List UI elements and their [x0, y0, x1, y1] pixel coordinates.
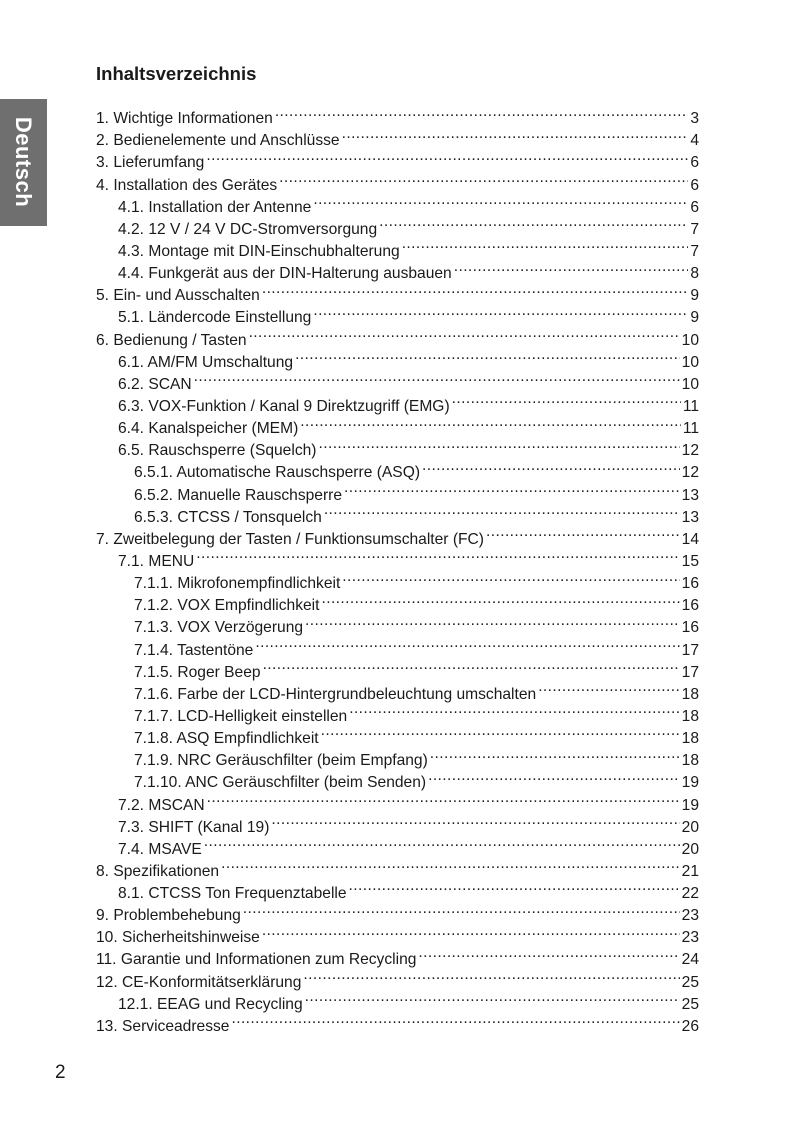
toc-entry-page: 10: [681, 331, 699, 349]
toc-entry-page: 13: [681, 486, 699, 504]
toc-entry-title: 6.1. AM/FM Umschaltung: [118, 353, 294, 371]
toc-leader-dots: [402, 234, 689, 256]
toc-entry-title: 6.5.3. CTCSS / Tonsquelch: [134, 508, 322, 526]
toc-entry-title: 12. CE-Konformitätserklärung: [96, 973, 302, 991]
toc-leader-dots: [206, 145, 688, 167]
toc-leader-dots: [194, 367, 680, 389]
toc-entry-title: 7.1.6. Farbe der LCD-Hintergrundbeleuchtung umschalten: [134, 685, 537, 703]
toc-leader-dots: [255, 632, 679, 654]
toc-entry-page: 11: [682, 420, 699, 438]
toc-entry-title: 6.5.1. Automatische Rauschsperre (ASQ): [134, 464, 421, 482]
toc-leader-dots: [342, 566, 679, 588]
toc-entry-page: 7: [690, 220, 699, 238]
toc-leader-dots: [349, 876, 680, 898]
toc-entry-title: 6.5.2. Manuelle Rauschsperre: [134, 486, 343, 504]
toc-leader-dots: [262, 278, 688, 300]
toc-entry-page: 19: [681, 774, 699, 792]
toc-leader-dots: [454, 256, 689, 278]
toc-entry-title: 4.2. 12 V / 24 V DC-Stromversorgung: [118, 220, 378, 238]
toc-entry-page: 26: [681, 1017, 699, 1035]
toc-leader-dots: [538, 677, 679, 699]
toc-leader-dots: [321, 721, 680, 743]
toc-leader-dots: [428, 765, 680, 787]
toc-entry-page: 19: [681, 796, 699, 814]
toc-leader-dots: [319, 433, 680, 455]
toc-entry-title: 3. Lieferumfang: [96, 154, 205, 172]
toc-leader-dots: [279, 167, 688, 189]
toc-entry-page: 24: [681, 951, 699, 969]
toc-entry-title: 7.1.8. ASQ Empfindlichkeit: [134, 730, 319, 748]
toc-entry-title: 6.5. Rauschsperre (Squelch): [118, 442, 317, 460]
toc-leader-dots: [249, 322, 680, 344]
toc-leader-dots: [486, 522, 680, 544]
toc-entry-title: 8. Spezifikationen: [96, 862, 220, 880]
toc-entry-page: 18: [681, 707, 699, 725]
toc-leader-dots: [324, 500, 680, 522]
toc-entry-page: 6: [690, 154, 699, 172]
toc-entry-page: 10: [681, 375, 699, 393]
toc-entry-title: 7.1.1. Mikrofonempfindlichkeit: [134, 575, 341, 593]
toc-entry-page: 16: [681, 597, 699, 615]
language-tab: [0, 99, 47, 226]
page-title: Inhaltsverzeichnis: [96, 63, 257, 84]
toc-entry-title: 9. Problembehebung: [96, 907, 241, 925]
toc-entry-title: 7.1.4. Tastentöne: [134, 641, 254, 659]
toc-entry-page: 3: [690, 110, 699, 128]
toc-leader-dots: [196, 544, 679, 566]
toc-entry-page: 20: [681, 818, 699, 836]
toc-leader-dots: [243, 898, 680, 920]
toc-leader-dots: [231, 1009, 679, 1031]
toc-entry-title: 6.3. VOX-Funktion / Kanal 9 Direktzugriff (EMG): [118, 397, 450, 415]
toc-entry-page: 15: [681, 552, 699, 570]
toc-entry-page: 11: [682, 397, 699, 415]
toc-entry-title: 4.4. Funkgerät aus der DIN-Halterung ausbauen: [118, 265, 452, 283]
toc-entry-title: 1. Wichtige Informationen: [96, 110, 273, 128]
toc-entry-page: 13: [681, 508, 699, 526]
toc-entry-page: 9: [690, 287, 699, 305]
toc-leader-dots: [271, 810, 679, 832]
toc-leader-dots: [418, 942, 679, 964]
toc-entry-page: 6: [690, 198, 699, 216]
toc-leader-dots: [313, 190, 688, 212]
toc-entry-page: 18: [681, 685, 699, 703]
toc-leader-dots: [262, 920, 680, 942]
toc-entry-page: 18: [681, 752, 699, 770]
toc-leader-dots: [204, 832, 680, 854]
toc-entry-title: 8.1. CTCSS Ton Frequenztabelle: [118, 885, 347, 903]
toc-entry-title: 6.2. SCAN: [118, 375, 192, 393]
toc-leader-dots: [305, 610, 680, 632]
toc-entry-page: 21: [681, 862, 699, 880]
toc-leader-dots: [295, 345, 680, 367]
toc-entry-page: 18: [681, 730, 699, 748]
toc-entry-title: 7.3. SHIFT (Kanal 19): [118, 818, 270, 836]
toc-entry[interactable]: [96, 101, 699, 128]
toc-entry-page: 9: [690, 309, 699, 327]
toc-leader-dots: [342, 123, 689, 145]
toc-leader-dots: [263, 655, 680, 677]
toc-entry-title: 6.4. Kanalspeicher (MEM): [118, 420, 299, 438]
toc-leader-dots: [349, 699, 679, 721]
toc-entry-title: 10. Sicherheitshinweise: [96, 929, 260, 947]
toc-entry-page: 12: [681, 442, 699, 460]
toc-leader-dots: [422, 455, 680, 477]
toc-leader-dots: [344, 477, 680, 499]
toc-leader-dots: [207, 787, 680, 809]
toc-entry-page: 14: [681, 530, 699, 548]
toc-entry-page: 23: [681, 929, 699, 947]
toc-leader-dots: [305, 987, 680, 1009]
toc-entry-title: 7.1.7. LCD-Helligkeit einstellen: [134, 707, 348, 725]
toc-entry-title: 13. Serviceadresse: [96, 1017, 230, 1035]
toc-leader-dots: [313, 300, 688, 322]
toc-entry-title: 7.2. MSCAN: [118, 796, 205, 814]
language-tab-label: Deutsch: [11, 116, 36, 208]
toc-entry-page: 4: [690, 132, 699, 150]
toc-entry-title: 4. Installation des Gerätes: [96, 176, 278, 194]
toc-entry-title: 4.1. Installation der Antenne: [118, 198, 312, 216]
toc-leader-dots: [275, 101, 688, 123]
toc-entry-title: 7.1.2. VOX Empfindlichkeit: [134, 597, 320, 615]
toc-entry-page: 25: [681, 995, 699, 1013]
toc-entry-title: 5. Ein- und Ausschalten: [96, 287, 260, 305]
toc-entry-page: 20: [681, 840, 699, 858]
toc-entry-page: 12: [681, 464, 699, 482]
toc-leader-dots: [221, 854, 680, 876]
toc-entry-page: 16: [681, 619, 699, 637]
toc-entry-page: 8: [690, 265, 699, 283]
toc-entry-title: 7.1.3. VOX Verzögerung: [134, 619, 304, 637]
toc-entry-title: 4.3. Montage mit DIN-Einschubhalterung: [118, 242, 400, 260]
toc-entry-title: 2. Bedienelemente und Anschlüsse: [96, 132, 340, 150]
toc-entry-page: 22: [681, 885, 699, 903]
toc-entry-title: 5.1. Ländercode Einstellung: [118, 309, 312, 327]
toc-entry-title: 7.1. MENU: [118, 552, 195, 570]
toc-entry-title: 11. Garantie und Informationen zum Recycling: [96, 951, 417, 969]
toc-entry-page: 23: [681, 907, 699, 925]
toc-entry-page: 10: [681, 353, 699, 371]
toc-entry-title: 7.1.9. NRC Geräuschfilter (beim Empfang): [134, 752, 428, 770]
toc-leader-dots: [452, 389, 681, 411]
toc-entry-page: 17: [681, 641, 699, 659]
toc-leader-dots: [379, 212, 688, 234]
toc-entry-page: 17: [681, 663, 699, 681]
toc-entry-title: 7. Zweitbelegung der Tasten / Funktionsumschalter (FC): [96, 530, 485, 548]
page-number: 2: [55, 1062, 66, 1083]
toc-leader-dots: [300, 411, 681, 433]
toc-entry-title: 7.1.10. ANC Geräuschfilter (beim Senden): [134, 774, 427, 792]
toc-leader-dots: [303, 964, 679, 986]
toc-entry-page: 16: [681, 575, 699, 593]
toc-leader-dots: [321, 588, 679, 610]
toc-entry-title: 12.1. EEAG und Recycling: [118, 995, 303, 1013]
toc-entry-page: 6: [690, 176, 699, 194]
toc-entry-page: 7: [690, 242, 699, 260]
toc-leader-dots: [430, 743, 680, 765]
table-of-contents: [96, 101, 699, 1035]
toc-entry-title: 6. Bedienung / Tasten: [96, 331, 247, 349]
toc-entry-title: 7.4. MSAVE: [118, 840, 202, 858]
toc-entry-page: 25: [681, 973, 699, 991]
toc-entry-title: 7.1.5. Roger Beep: [134, 663, 261, 681]
